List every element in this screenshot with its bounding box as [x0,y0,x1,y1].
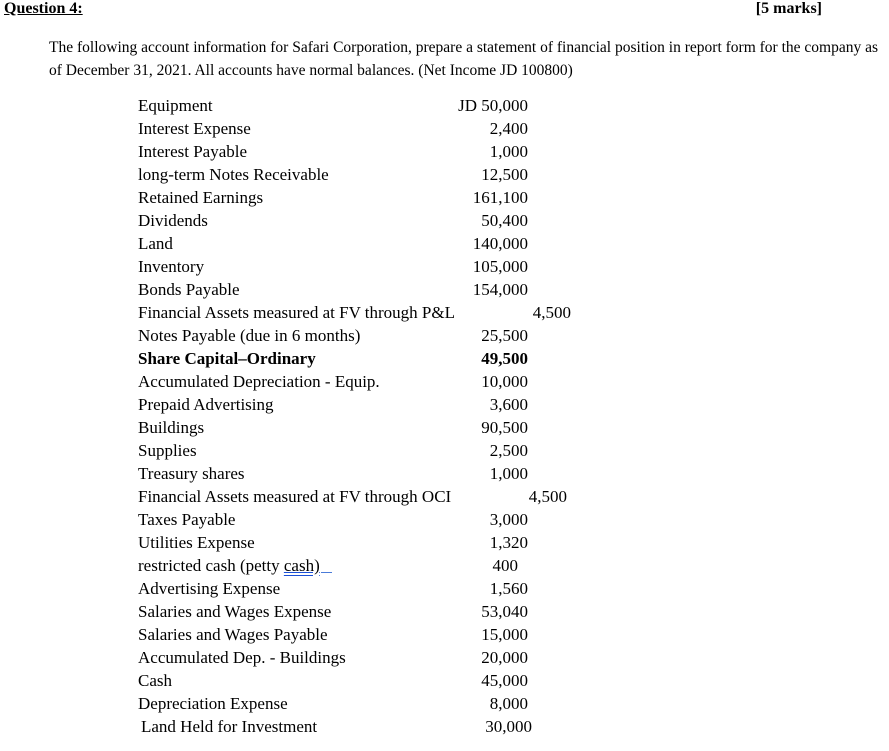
account-label: Interest Payable [138,142,248,161]
account-row [138,209,588,232]
account-label-link: cash) [283,556,320,575]
account-amount: 140,000 [472,234,528,253]
account-row [138,439,588,462]
account-amount: 3,000 [489,510,528,529]
account-row [138,94,588,117]
account-row [138,117,588,140]
account-amount: 4,500 [528,487,567,506]
account-amount: 1,320 [489,533,528,552]
account-amount: 2,500 [489,441,528,460]
account-row [138,669,588,692]
text-cursor-line [321,572,332,573]
question-title: Question 4: [4,0,83,17]
account-amount: 15,000 [481,625,528,644]
question-header [4,0,822,22]
account-label: Salaries and Wages Expense [138,602,332,621]
account-label: Supplies [138,441,197,460]
account-label: Financial Assets measured at FV through P&L [138,303,455,322]
account-row [138,347,588,370]
account-label: Land Held for Investment [141,717,318,736]
account-label: Share Capital–Ordinary [138,349,316,368]
account-list [138,94,588,738]
account-amount: 3,600 [489,395,528,414]
account-label: Advertising Expense [138,579,281,598]
account-label: Depreciation Expense [138,694,288,713]
account-row [138,416,588,439]
account-row [138,531,588,554]
account-label: Treasury shares [138,464,245,483]
account-amount: 25,500 [481,326,528,345]
account-row [138,508,588,531]
account-amount: 105,000 [472,257,528,276]
account-row [138,301,588,324]
account-row [138,715,588,738]
account-amount: JD 50,000 [458,96,528,115]
account-amount: 2,400 [489,119,528,138]
account-label: Financial Assets measured at FV through OCI [138,487,452,506]
account-label: Taxes Payable [138,510,236,529]
account-row [138,370,588,393]
account-row [138,324,588,347]
account-amount: 12,500 [481,165,528,184]
account-label: Cash [138,671,172,690]
account-amount: 1,560 [489,579,528,598]
account-label-text: restricted cash (petty [138,556,284,575]
account-amount: 30,000 [485,717,532,736]
account-label: Salaries and Wages Payable [138,625,328,644]
account-row [138,692,588,715]
account-row [138,278,588,301]
account-amount: 161,100 [472,188,528,207]
account-row [138,186,588,209]
account-label: Land [138,234,173,253]
account-label: Buildings [138,418,205,437]
account-label: Dividends [138,211,208,230]
account-label: Retained Earnings [138,188,264,207]
account-row [138,554,588,577]
account-amount: 45,000 [481,671,528,690]
account-row [138,646,588,669]
account-amount: 1,000 [489,464,528,483]
account-label: Inventory [138,257,205,276]
account-label: Accumulated Depreciation - Equip. [138,372,380,391]
account-amount: 400 [492,556,518,575]
account-row [138,140,588,163]
account-amount: 10,000 [481,372,528,391]
account-row [138,232,588,255]
account-row [138,163,588,186]
account-row [138,393,588,416]
account-amount: 4,500 [532,303,571,322]
question-marks: [5 marks] [755,0,822,17]
account-label: Equipment [138,96,213,115]
account-row [138,485,588,508]
account-amount: 49,500 [481,349,528,368]
account-label: Notes Payable (due in 6 months) [138,326,361,345]
account-row [138,577,588,600]
account-amount: 1,000 [489,142,528,161]
account-label: Utilities Expense [138,533,255,552]
account-row [138,255,588,278]
account-label [138,554,332,577]
account-amount: 8,000 [489,694,528,713]
account-amount: 53,040 [481,602,528,621]
question-intro: The following account information for Safari Corporation, prepare a statement of financial position in report form for the company as of December 31, 2021. All accounts have normal balances. (Net Income JD 100800) [49,39,878,79]
account-row [138,600,588,623]
account-amount: 154,000 [472,280,528,299]
account-label: long-term Notes Receivable [138,165,329,184]
account-amount: 50,400 [481,211,528,230]
account-row [138,462,588,485]
account-amount: 90,500 [481,418,528,437]
account-amount: 20,000 [481,648,528,667]
account-label: Prepaid Advertising [138,395,274,414]
account-label: Bonds Payable [138,280,240,299]
account-label: Interest Expense [138,119,251,138]
account-label: Accumulated Dep. - Buildings [138,648,346,667]
account-row [138,623,588,646]
